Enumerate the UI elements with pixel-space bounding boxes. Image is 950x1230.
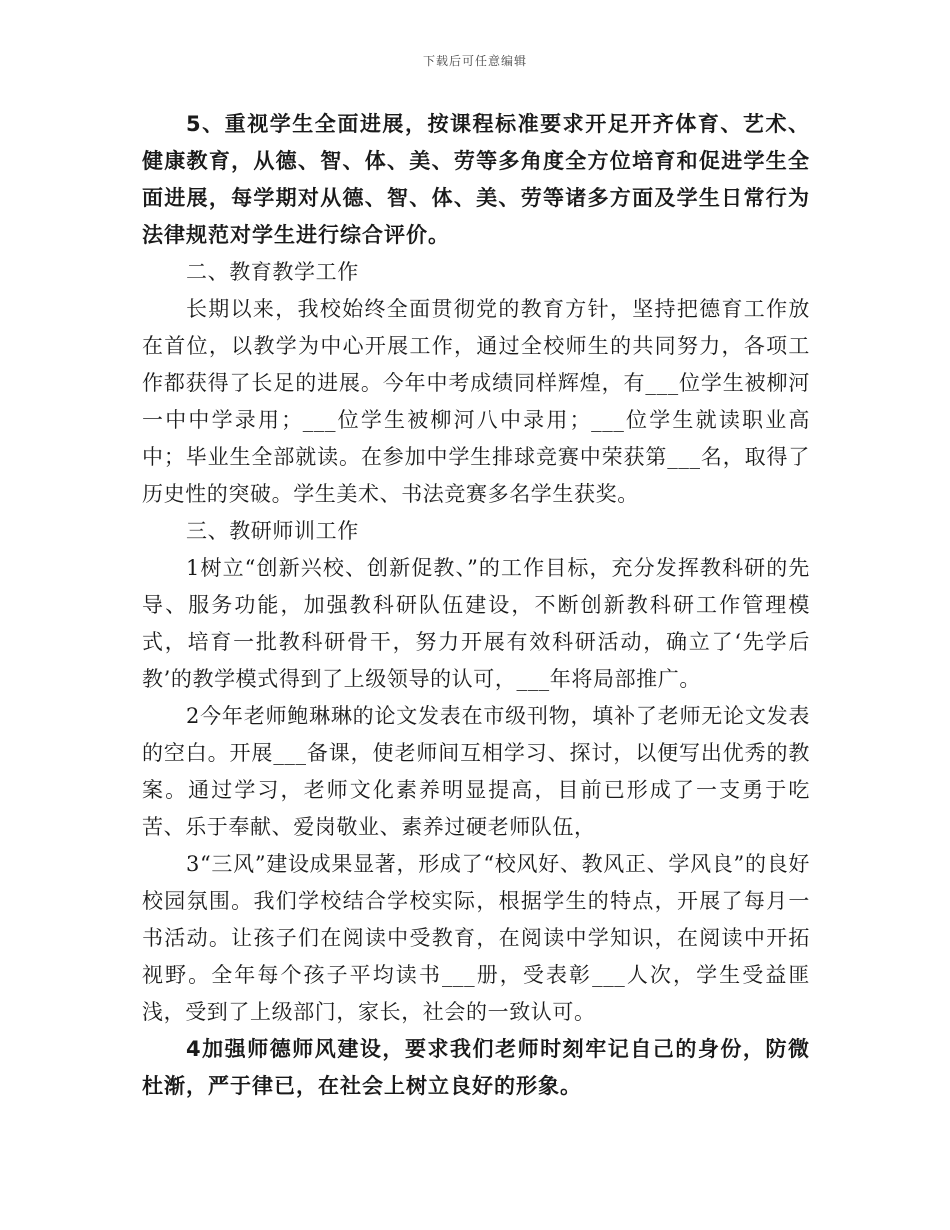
paragraph-item-5-overall-development: 5、重视学生全面进展，按课程标准要求开足开齐体育、艺术、健康教育，从德、智、体、美、劳等多角度全方位培育和促进学生全面进展，每学期对从德、智、体、美、劳等诸多方面及学生日常行为法律规范对学生进行综合评价。 <box>142 112 810 247</box>
paragraph-research-item-2: 2今年老师鲍琳琳的论文发表在市级刊物，填补了老师无论文发表的空白。开展___备课，使老师间互相学习、探讨，以便写出优秀的教案。通过学习，老师文化素养明显提高，目前已形成了一支勇于吃苦、乐于奉献、爱岗敬业、素养过硬老师队伍， <box>142 704 810 839</box>
section-heading-teaching-work: 二、教育教学工作 <box>186 260 359 284</box>
page-header: 下载后可任意编辑 <box>422 54 527 68</box>
document-body <box>142 106 810 1105</box>
paragraph-research-item-4: 4加强师德师风建设，要求我们老师时刻牢记自己的身份，防微杜渐，严于律已，在社会上树立良好的形象。 <box>142 1037 810 1098</box>
section-heading-research-training: 三、教研师训工作 <box>186 519 359 543</box>
paragraph-teaching-work: 长期以来，我校始终全面贯彻党的教育方针，坚持把德育工作放在首位，以教学为中心开展工作，通过全校师生的共同努力，各项工作都获得了长足的进展。今年中考成绩同样辉煌，有___位学生被柳河一中中学录用；___位学生被柳河八中录用；___位学生就读职业高中；毕业生全部就读。在参加中学生排球竞赛中荣获第___名，取得了历史性的突破。学生美术、书法竞赛多名学生获奖。 <box>142 297 810 506</box>
paragraph-research-item-3: 3“三风”建设成果显著，形成了“校风好、教风正、学风良”的良好校园氛围。我们学校结合学校实际，根据学生的特点，开展了每月一书活动。让孩子们在阅读中受教育，在阅读中学知识，在阅读中开拓视野。全年每个孩子平均读书___册，受表彰___人次，学生受益匪浅，受到了上级部门，家长，社会的一致认可。 <box>142 852 810 1024</box>
paragraph-research-item-1: 1树立“创新兴校、创新促教、”的工作目标，充分发挥教科研的先导、服务功能，加强教科研队伍建设，不断创新教科研工作管理模式，培育一批教科研骨干，努力开展有效科研活动，确立了‘先学后教’的教学模式得到了上级领导的认可，___年将局部推广。 <box>142 556 810 691</box>
